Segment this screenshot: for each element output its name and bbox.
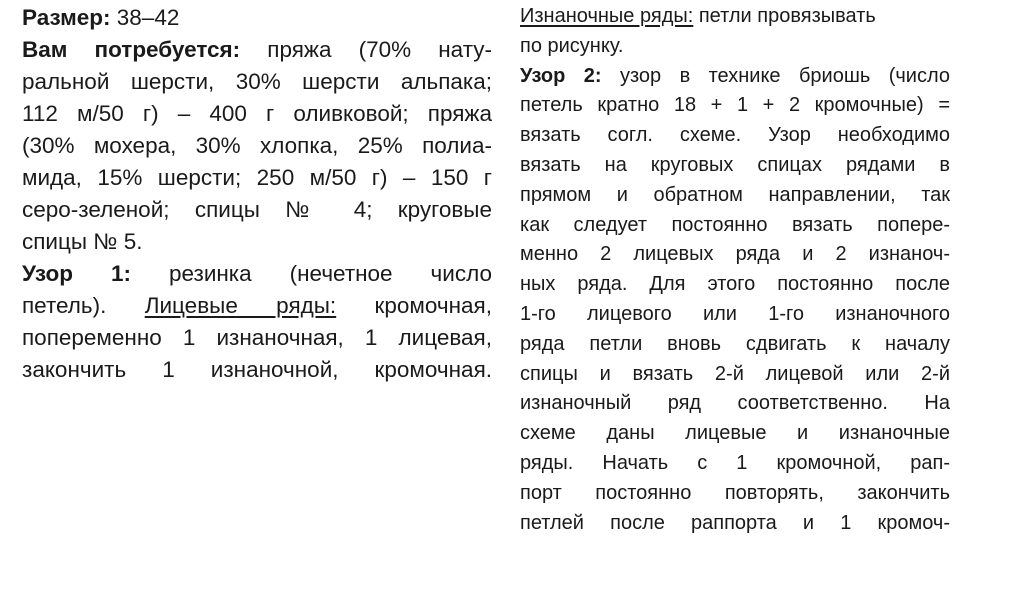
text-line <box>520 151 950 181</box>
text-line <box>22 162 492 194</box>
text-span: ных ряда. Для этого постоянно после <box>520 273 950 296</box>
text-span: 1-го лицевого или 1-го изнаночного <box>520 302 950 325</box>
text-line <box>520 32 950 62</box>
text-span: схеме даны лицевые и изнаночные <box>520 422 950 445</box>
text-span: петель). <box>22 293 145 318</box>
text-span: вязать на круговых спицах рядами в <box>520 153 950 176</box>
text-span: петлей после раппорта и 1 кромоч- <box>520 511 950 534</box>
text-line <box>520 181 950 211</box>
text-line <box>520 330 950 360</box>
text-line <box>520 91 950 121</box>
text-line <box>22 2 492 34</box>
text-span: спицы № 5. <box>22 229 143 254</box>
text-span: прямом и обратном направлении, так <box>520 183 950 206</box>
text-span: резинка (нечетное число <box>130 261 492 286</box>
text-span: 112 м/50 г) – 400 г оливковой; пряжа <box>22 101 492 126</box>
text-span: узор в технике бриошь (число <box>601 64 950 87</box>
text-span: петли провязывать <box>693 5 876 27</box>
text-line <box>520 389 950 419</box>
text-span: ральной шерсти, 30% шерсти альпака; <box>22 69 492 94</box>
text-line <box>520 2 950 32</box>
text-line <box>22 354 492 386</box>
text-line <box>22 130 492 162</box>
text-span: серо-зеленой; спицы № 4; круговые <box>22 197 492 222</box>
text-line <box>22 66 492 98</box>
text-span: менно 2 лицевых ряда и 2 изнаноч- <box>520 243 950 266</box>
text-line <box>22 258 492 290</box>
text-span: спицы и вязать 2-й лицевой или 2-й <box>520 362 950 385</box>
text-line <box>22 226 492 258</box>
text-line <box>520 419 950 449</box>
text-line <box>22 34 492 66</box>
text-span: (30% мохера, 30% хлопка, 25% полиа- <box>22 133 492 158</box>
bold-label: Узор 1: <box>22 261 131 286</box>
text-span: ряда петли вновь сдвигать к началу <box>520 332 950 355</box>
text-span: 38–42 <box>110 5 180 30</box>
text-line <box>22 290 492 322</box>
text-span: мида, 15% шерсти; 250 м/50 г) – 150 г <box>22 165 492 190</box>
text-line <box>22 194 492 226</box>
text-line <box>520 270 950 300</box>
text-line <box>520 449 950 479</box>
bold-label: Узор 2: <box>520 64 602 87</box>
text-span: ряды. Начать с 1 кромочной, рап- <box>520 451 950 474</box>
text-line <box>22 322 492 354</box>
text-line <box>520 300 950 330</box>
bold-label: Размер: <box>22 5 111 30</box>
text-line <box>520 121 950 151</box>
text-span: вязать согл. схеме. Узор необходимо <box>520 124 950 147</box>
underlined-label: Лицевые ряды: <box>144 293 337 318</box>
bold-label: Вам потребуется: <box>22 37 241 62</box>
text-line <box>520 360 950 390</box>
text-line <box>520 211 950 241</box>
text-line <box>520 62 950 92</box>
underlined-label: Изнаночные ряды: <box>520 5 694 27</box>
text-span: попеременно 1 изнаночная, 1 лицевая, <box>22 325 492 350</box>
text-span: по рисунку. <box>520 34 624 57</box>
left-text-column <box>22 0 492 386</box>
text-span: изнаночный ряд соответственно. На <box>520 392 950 415</box>
text-span: порт постоянно повторять, закончить <box>520 481 950 504</box>
text-span: как следует постоянно вязать попере- <box>520 213 950 236</box>
text-span: кромочная, <box>336 293 492 318</box>
text-line <box>520 240 950 270</box>
text-span: закончить 1 изнаночной, кромочная. <box>22 357 492 382</box>
text-line <box>22 98 492 130</box>
text-line <box>520 479 950 509</box>
text-line <box>520 509 950 539</box>
right-text-column <box>520 0 950 538</box>
text-span: петель кратно 18 + 1 + 2 кромочные) = <box>520 94 950 117</box>
text-span: пряжа (70% нату- <box>240 37 492 62</box>
